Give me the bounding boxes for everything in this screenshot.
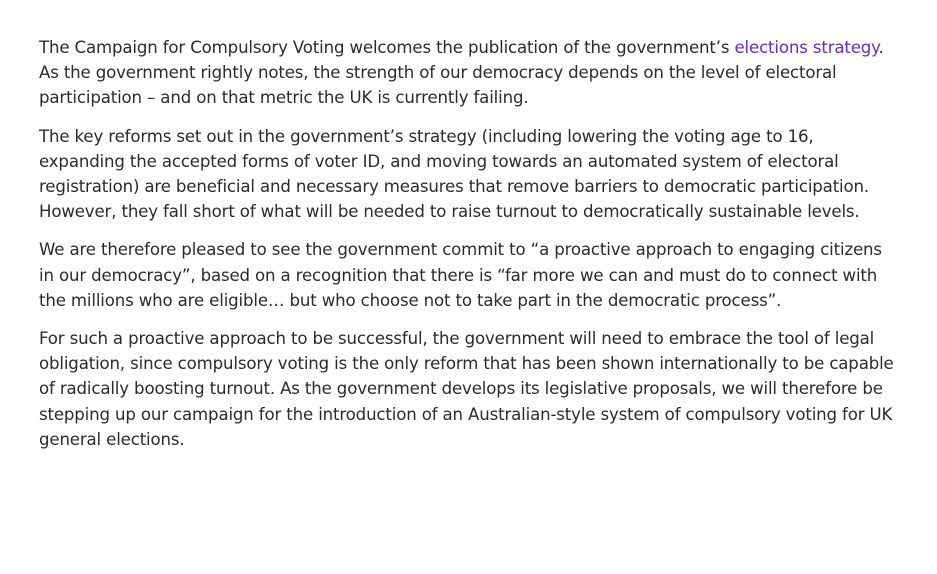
paragraph-proactive-approach: We are therefore pleased to see the government commit to “a proactive approach to engaging citizens in our democracy”, based on a recognition that there is “far more we can and must do to connect with the millions who are eligible… but who choose not to take part in the democratic process”. — [39, 240, 882, 310]
paragraph-legal-obligation: For such a proactive approach to be successful, the government will need to embrace the tool of legal obligation, since compulsory voting is the only reform that has been shown internationally to be capable of radically boosting turnout. As the government develops its legislative proposals, we will therefore be stepping up our campaign for the introduction of an Australian-style system of compulsory voting for UK general elections. — [39, 329, 894, 449]
paragraph-key-reforms: The key reforms set out in the government’s strategy (including lowering the voting age to 16, expanding the accepted forms of voter ID, and moving towards an automated system of electoral registration) are beneficial and necessary measures that remove barriers to democratic participation. However, they fall short of what will be needed to raise turnout to democratically sustainable levels. — [39, 126, 870, 222]
paragraph-intro-lead: The Campaign for Compulsory Voting welcomes the publication of the government’s — [39, 38, 735, 57]
paragraph-intro-rest: . As the government rightly notes, the strength of our democracy depends on the level of electoral participation – and on that metric the UK is currently failing. — [39, 38, 884, 108]
elections-strategy-link[interactable]: elections strategy — [734, 38, 879, 57]
article-body — [39, 35, 899, 465]
paragraph-intro — [39, 35, 899, 111]
